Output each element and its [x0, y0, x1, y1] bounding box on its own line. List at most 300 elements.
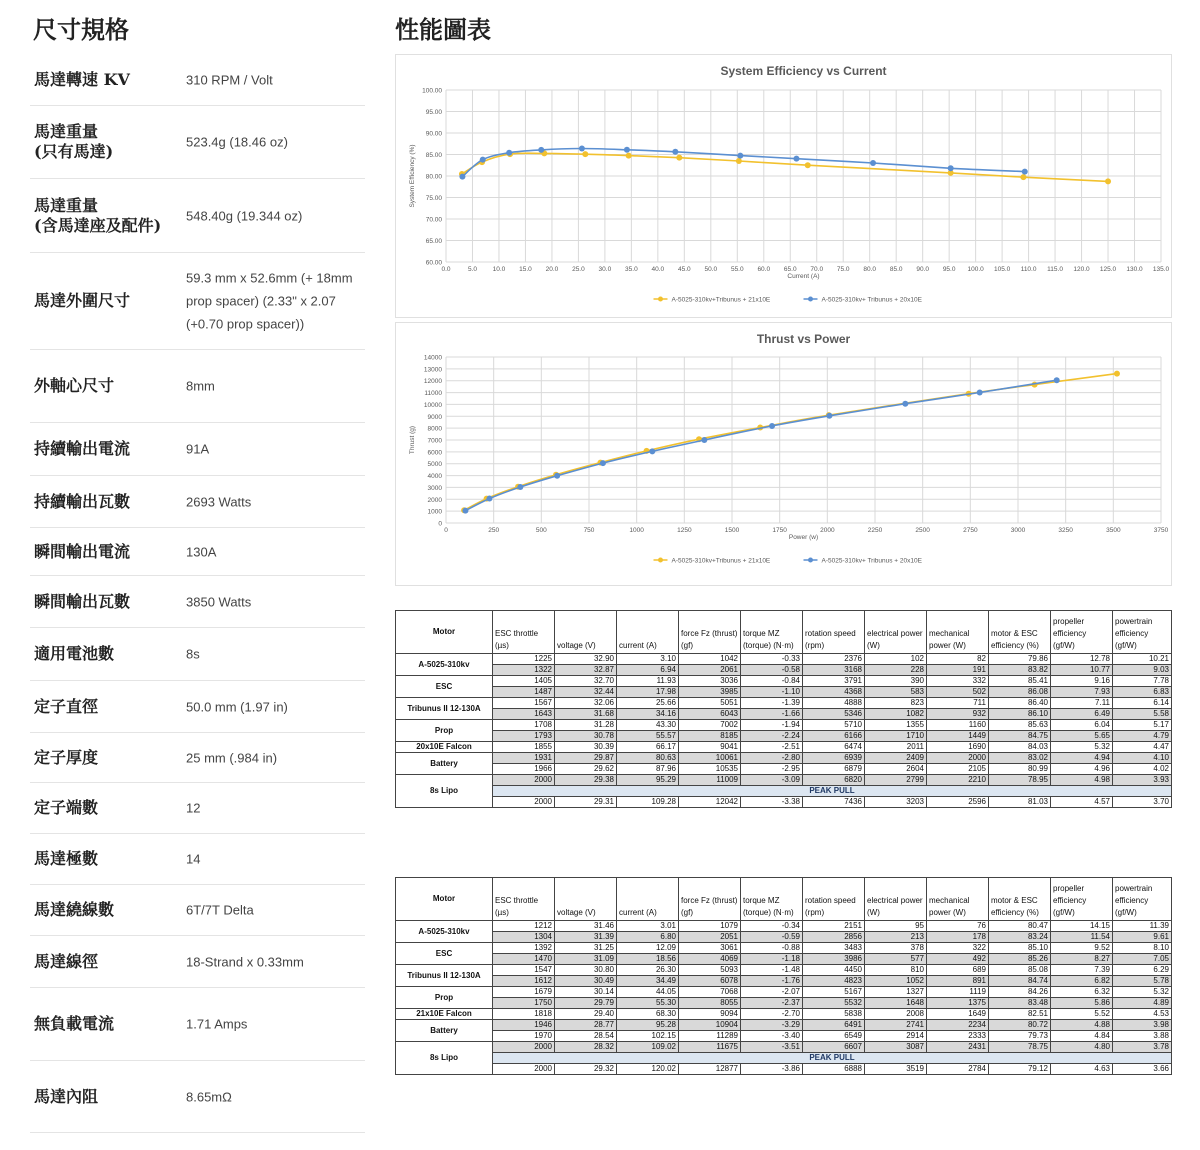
table-cell: 583	[865, 687, 927, 698]
spec-row	[30, 628, 365, 681]
column-header: motor & ESC efficiency (%)	[989, 878, 1051, 921]
table-cell: -0.58	[741, 665, 803, 676]
table-cell: 29.62	[555, 764, 617, 775]
table-cell: 6607	[803, 1042, 865, 1053]
x-tick-label: 3000	[1010, 527, 1026, 534]
table-cell: -3.40	[741, 1031, 803, 1042]
table-cell: 378	[865, 943, 927, 954]
table-cell: 4.84	[1051, 1031, 1113, 1042]
table-cell: 9.61	[1113, 932, 1172, 943]
table-cell: 82	[927, 654, 989, 665]
table-cell: 6549	[803, 1031, 865, 1042]
table-cell: -2.95	[741, 764, 803, 775]
table-cell: 55.57	[617, 731, 679, 742]
efficiency-chart-svg	[396, 55, 1171, 317]
table-cell: 4.57	[1051, 797, 1113, 808]
table-cell: 2008	[865, 1009, 927, 1020]
y-tick-label: 8000	[427, 425, 442, 433]
table-cell: 1649	[927, 1009, 989, 1020]
y-tick-label: 4000	[427, 473, 442, 481]
y-tick-label: 60.00	[425, 259, 442, 267]
x-tick-label: 250	[488, 527, 500, 534]
data-point	[649, 448, 655, 454]
spec-list	[30, 54, 365, 1133]
table-cell: 80.47	[989, 921, 1051, 932]
table-cell: 3061	[679, 943, 741, 954]
spec-label: 定子直徑	[34, 696, 99, 716]
table-cell: 83.24	[989, 932, 1051, 943]
y-tick-label: 85.00	[425, 152, 442, 159]
table-row	[396, 1064, 1172, 1075]
component-label: 20x10E Falcon	[396, 742, 493, 753]
table-cell: 10.21	[1113, 654, 1172, 665]
table-cell: -2.37	[741, 998, 803, 1009]
table-cell: 29.31	[555, 797, 617, 808]
table-cell: 689	[927, 965, 989, 976]
data-point	[948, 165, 954, 171]
table-cell: 2051	[679, 932, 741, 943]
table-cell: 95.28	[617, 1020, 679, 1031]
table-row	[396, 665, 1172, 676]
table-cell: 891	[927, 976, 989, 987]
legend-marker	[658, 558, 663, 563]
spec-value: 3850 Watts	[186, 594, 252, 609]
data-point	[600, 460, 606, 466]
table-cell: 68.30	[617, 1009, 679, 1020]
table-cell: 30.78	[555, 731, 617, 742]
table-cell: 2409	[865, 753, 927, 764]
specs-title: 尺寸規格	[33, 15, 129, 44]
table-cell: 3036	[679, 676, 741, 687]
table-cell: 85.08	[989, 965, 1051, 976]
table-cell: 2011	[865, 742, 927, 753]
chart-title: Thrust vs Power	[756, 332, 851, 346]
data-point	[769, 423, 775, 429]
table-header-row	[396, 611, 1172, 654]
table-cell: 5.17	[1113, 720, 1172, 731]
spec-row	[30, 253, 365, 350]
data-point	[701, 437, 707, 443]
table-row	[396, 654, 1172, 665]
table-cell: 12042	[679, 797, 741, 808]
legend-marker	[808, 297, 813, 302]
table-cell: 1855	[493, 742, 555, 753]
table-cell: 28.54	[555, 1031, 617, 1042]
table-cell: 32.06	[555, 698, 617, 709]
table-cell: 5346	[803, 709, 865, 720]
table-cell: 2376	[803, 654, 865, 665]
table-cell: 2210	[927, 775, 989, 786]
table-cell: 5.78	[1113, 976, 1172, 987]
column-header: ESC throttle (µs)	[493, 878, 555, 921]
table-cell: 120.02	[617, 1064, 679, 1075]
table-cell: -1.39	[741, 698, 803, 709]
spec-value: 59.3 mm x 52.6mm (+ 18mm prop spacer) (2.33" x 2.07 (+0.70 prop spacer))	[186, 270, 353, 332]
component-label: Tribunus II 12-130A	[396, 965, 493, 987]
column-header: mechanical power (W)	[927, 611, 989, 654]
table-cell: 6.29	[1113, 965, 1172, 976]
table-cell: 3519	[865, 1064, 927, 1075]
table-cell: 5051	[679, 698, 741, 709]
table-row	[396, 954, 1172, 965]
spec-label: 馬達重量 (含馬達座及配件)	[34, 195, 162, 235]
legend-label: A-5025-310kv+Tribunus + 21x10E	[671, 296, 771, 304]
table-cell: 12.09	[617, 943, 679, 954]
table-cell: 6.32	[1051, 987, 1113, 998]
table-cell: 1052	[865, 976, 927, 987]
spec-label: 持續輸出瓦數	[34, 491, 131, 511]
table-cell: 78.95	[989, 775, 1051, 786]
table-cell: 3.78	[1113, 1042, 1172, 1053]
table-cell: 26.30	[617, 965, 679, 976]
table-cell: 6.14	[1113, 698, 1172, 709]
table-cell: 2105	[927, 764, 989, 775]
table-cell: 2914	[865, 1031, 927, 1042]
spec-row	[30, 1061, 365, 1133]
spec-label: 外軸心尺寸	[34, 376, 115, 395]
table-cell: 12.78	[1051, 654, 1113, 665]
table-row	[396, 676, 1172, 687]
table-cell: 30.80	[555, 965, 617, 976]
table-cell: 7.93	[1051, 687, 1113, 698]
table-cell: 7002	[679, 720, 741, 731]
table-cell: 4.10	[1113, 753, 1172, 764]
table-cell: -2.80	[741, 753, 803, 764]
table-row	[396, 775, 1172, 786]
spec-value: 25 mm (.984 in)	[186, 750, 278, 765]
table-cell: 3087	[865, 1042, 927, 1053]
spec-row	[30, 350, 365, 423]
spec-label: 適用電池數	[34, 644, 115, 663]
y-tick-label: 95.00	[425, 109, 442, 116]
peak-pull-label: PEAK PULL	[493, 786, 1172, 797]
table-cell: 11.93	[617, 676, 679, 687]
spec-value: 548.40g (19.344 oz)	[186, 208, 303, 223]
table-cell: -0.34	[741, 921, 803, 932]
table-cell: 79.73	[989, 1031, 1051, 1042]
data-point	[480, 157, 486, 163]
table-cell: 83.02	[989, 753, 1051, 764]
table-cell: 1946	[493, 1020, 555, 1031]
data-point	[977, 389, 983, 395]
spec-row	[30, 576, 365, 628]
table-cell: 25.66	[617, 698, 679, 709]
table-cell: 1547	[493, 965, 555, 976]
spec-value: 8mm	[186, 378, 215, 394]
x-tick-label: 110.0	[1020, 266, 1037, 273]
spec-value: 310 RPM / Volt	[186, 72, 273, 87]
table-cell: 1970	[493, 1031, 555, 1042]
table-cell: 3.98	[1113, 1020, 1172, 1031]
table-cell: 10904	[679, 1020, 741, 1031]
table-cell: 823	[865, 698, 927, 709]
x-tick-label: 50.0	[704, 266, 718, 273]
column-header: force Fz (thrust) (gf)	[679, 611, 741, 654]
performance-charts-title: 性能圖表	[395, 15, 491, 44]
table-cell: 2000	[493, 797, 555, 808]
data-point	[1105, 178, 1111, 184]
y-tick-label: 70.00	[425, 216, 442, 224]
column-header: current (A)	[617, 878, 679, 921]
table-cell: 1648	[865, 998, 927, 1009]
table-cell: 6.94	[617, 665, 679, 676]
spec-row	[30, 528, 365, 576]
table-cell: 31.46	[555, 921, 617, 932]
table-header-row	[396, 878, 1172, 921]
y-tick-label: 100.00	[422, 87, 442, 95]
table-cell: 4450	[803, 965, 865, 976]
component-label: Battery	[396, 1020, 493, 1042]
spec-value: 130A	[186, 544, 217, 559]
table-cell: 3.66	[1113, 1064, 1172, 1075]
table-cell: -2.24	[741, 731, 803, 742]
table-cell: 29.40	[555, 1009, 617, 1020]
table-cell: 5.86	[1051, 998, 1113, 1009]
table-cell: 4.98	[1051, 775, 1113, 786]
component-label: ESC	[396, 676, 493, 698]
table-cell: 80.63	[617, 753, 679, 764]
table-cell: 577	[865, 954, 927, 965]
x-tick-label: 30.0	[598, 266, 612, 273]
table-cell: 3.01	[617, 921, 679, 932]
x-tick-label: 1000	[629, 527, 644, 534]
table-cell: 10.77	[1051, 665, 1113, 676]
table-cell: 1119	[927, 987, 989, 998]
table-cell: 9094	[679, 1009, 741, 1020]
series-line	[464, 374, 1117, 511]
table-cell: 9.16	[1051, 676, 1113, 687]
x-tick-label: 100.0	[967, 266, 984, 273]
table-row	[396, 687, 1172, 698]
table-cell: 86.08	[989, 687, 1051, 698]
data-point	[1020, 174, 1026, 180]
spec-value: 18-Strand x 0.33mm	[186, 954, 304, 969]
table-cell: 7.11	[1051, 698, 1113, 709]
table-cell: 102	[865, 654, 927, 665]
table-cell: 3.88	[1113, 1031, 1172, 1042]
spec-row	[30, 733, 365, 783]
legend-label: A-5025-310kv+Tribunus + 21x10E	[671, 557, 771, 565]
table-cell: 55.30	[617, 998, 679, 1009]
spec-row	[30, 834, 365, 885]
table-cell: 1690	[927, 742, 989, 753]
table-cell: 4368	[803, 687, 865, 698]
table-cell: 7.05	[1113, 954, 1172, 965]
data-table-20x10e	[395, 610, 1172, 808]
table-cell: 32.87	[555, 665, 617, 676]
table-cell: 31.25	[555, 943, 617, 954]
table-cell: 82.51	[989, 1009, 1051, 1020]
table-cell: 84.03	[989, 742, 1051, 753]
table-cell: 4.96	[1051, 764, 1113, 775]
table-row	[396, 764, 1172, 775]
data-point	[626, 153, 632, 159]
table-cell: -3.51	[741, 1042, 803, 1053]
table-cell: 11009	[679, 775, 741, 786]
x-tick-label: 3500	[1106, 527, 1121, 534]
table-cell: 85.26	[989, 954, 1051, 965]
table-cell: 10535	[679, 764, 741, 775]
table-cell: 78.75	[989, 1042, 1051, 1053]
x-tick-label: 2000	[820, 527, 835, 534]
column-header: electrical power (W)	[865, 611, 927, 654]
component-label: 21x10E Falcon	[396, 1009, 493, 1020]
table-cell: 7.78	[1113, 676, 1172, 687]
table-cell: 1931	[493, 753, 555, 764]
table-cell: 11675	[679, 1042, 741, 1053]
column-header: electrical power (W)	[865, 878, 927, 921]
component-label: Prop	[396, 987, 493, 1009]
table-row	[396, 797, 1172, 808]
table-cell: 86.40	[989, 698, 1051, 709]
table-cell: 178	[927, 932, 989, 943]
table-cell: 1710	[865, 731, 927, 742]
spec-label: 定子厚度	[34, 747, 99, 767]
table-cell: 3.10	[617, 654, 679, 665]
spec-label: 瞬間輸出電流	[34, 541, 131, 561]
x-tick-label: 2250	[867, 527, 883, 534]
component-label: ESC	[396, 943, 493, 965]
table-row	[396, 786, 1172, 797]
table-cell: 6166	[803, 731, 865, 742]
table-cell: -1.18	[741, 954, 803, 965]
table-cell: 30.49	[555, 976, 617, 987]
table-cell: 4.89	[1113, 998, 1172, 1009]
table-cell: 2151	[803, 921, 865, 932]
y-tick-label: 9000	[427, 413, 442, 421]
table-cell: -1.76	[741, 976, 803, 987]
data-point	[554, 473, 560, 479]
table-cell: 80.99	[989, 764, 1051, 775]
x-axis-label: Power (w)	[788, 534, 819, 541]
column-header: ESC throttle (µs)	[493, 611, 555, 654]
table-cell: 4888	[803, 698, 865, 709]
x-tick-label: 65.0	[783, 266, 797, 273]
table-cell: 109.28	[617, 797, 679, 808]
data-point	[624, 147, 630, 153]
table-cell: 109.02	[617, 1042, 679, 1053]
table-row	[396, 698, 1172, 709]
table-cell: 6939	[803, 753, 865, 764]
table-cell: 4.79	[1113, 731, 1172, 742]
component-label: 8s Lipo	[396, 1042, 493, 1075]
table-cell: 1322	[493, 665, 555, 676]
data-point	[736, 158, 742, 164]
table-cell: 5167	[803, 987, 865, 998]
y-tick-label: 0	[438, 520, 442, 528]
table-cell: 102.15	[617, 1031, 679, 1042]
x-tick-label: 130.0	[1126, 266, 1143, 273]
spec-label: 無負載電流	[34, 1014, 115, 1033]
table-cell: -1.94	[741, 720, 803, 731]
table-cell: 6078	[679, 976, 741, 987]
table-cell: -3.38	[741, 797, 803, 808]
spec-row	[30, 423, 365, 476]
table-row	[396, 709, 1172, 720]
spec-value: 6T/7T Delta	[186, 902, 254, 918]
table-row	[396, 932, 1172, 943]
table-cell: -0.59	[741, 932, 803, 943]
table-cell: 6888	[803, 1064, 865, 1075]
table-cell: -2.07	[741, 987, 803, 998]
table-cell: 1793	[493, 731, 555, 742]
component-label: 8s Lipo	[396, 775, 493, 808]
table-cell: 3.70	[1113, 797, 1172, 808]
table-cell: 2000	[493, 1064, 555, 1075]
peak-pull-label: PEAK PULL	[493, 1053, 1172, 1064]
x-tick-label: 5.0	[467, 266, 478, 273]
table-cell: 14.15	[1051, 921, 1113, 932]
table-cell: 80.72	[989, 1020, 1051, 1031]
column-header: rotation speed (rpm)	[803, 611, 865, 654]
table-cell: 81.03	[989, 797, 1051, 808]
data-point	[870, 160, 876, 166]
table-cell: 7.39	[1051, 965, 1113, 976]
table-cell: 1679	[493, 987, 555, 998]
column-header: Motor	[396, 611, 493, 654]
column-header: current (A)	[617, 611, 679, 654]
table-cell: 2784	[927, 1064, 989, 1075]
x-tick-label: 500	[535, 527, 547, 534]
data-point	[1022, 169, 1028, 175]
y-tick-label: 3000	[427, 484, 442, 492]
table-cell: 3791	[803, 676, 865, 687]
column-header: voltage (V)	[555, 611, 617, 654]
table-cell: 2604	[865, 764, 927, 775]
x-tick-label: 3750	[1153, 527, 1169, 534]
table-cell: 810	[865, 965, 927, 976]
table-row	[396, 753, 1172, 764]
table-row	[396, 921, 1172, 932]
x-tick-label: 90.0	[916, 266, 929, 273]
table-cell: 1449	[927, 731, 989, 742]
y-tick-label: 1000	[427, 508, 442, 516]
spec-label: 馬達重量 (只有馬達)	[34, 122, 114, 161]
table-cell: 1042	[679, 654, 741, 665]
x-tick-label: 1500	[724, 527, 740, 534]
column-header: torque MZ (torque) (N·m)	[741, 611, 803, 654]
table-cell: 1392	[493, 943, 555, 954]
table-cell: 2333	[927, 1031, 989, 1042]
data-point	[672, 149, 678, 155]
table-row	[396, 943, 1172, 954]
table-cell: 711	[927, 698, 989, 709]
table-cell: 85.10	[989, 943, 1051, 954]
table-cell: 2234	[927, 1020, 989, 1031]
y-tick-label: 2000	[427, 496, 442, 504]
table-row	[396, 998, 1172, 1009]
table-cell: 4069	[679, 954, 741, 965]
table-cell: 29.87	[555, 753, 617, 764]
legend-marker	[808, 558, 813, 563]
spec-value: 50.0 mm (1.97 in)	[186, 699, 288, 714]
table-cell: 11289	[679, 1031, 741, 1042]
spec-label: 持續輸出電流	[34, 439, 131, 458]
table-cell: 84.26	[989, 987, 1051, 998]
table-cell: 43.30	[617, 720, 679, 731]
table-cell: 4.80	[1051, 1042, 1113, 1053]
table-cell: 3483	[803, 943, 865, 954]
table-cell: 6.82	[1051, 976, 1113, 987]
spec-value: 14	[186, 851, 201, 867]
table-cell: 84.74	[989, 976, 1051, 987]
table-cell: -1.48	[741, 965, 803, 976]
table-cell: 932	[927, 709, 989, 720]
component-label: Tribunus II 12-130A	[396, 698, 493, 720]
table-cell: 8.27	[1051, 954, 1113, 965]
table-cell: 32.90	[555, 654, 617, 665]
data-point	[579, 145, 585, 151]
